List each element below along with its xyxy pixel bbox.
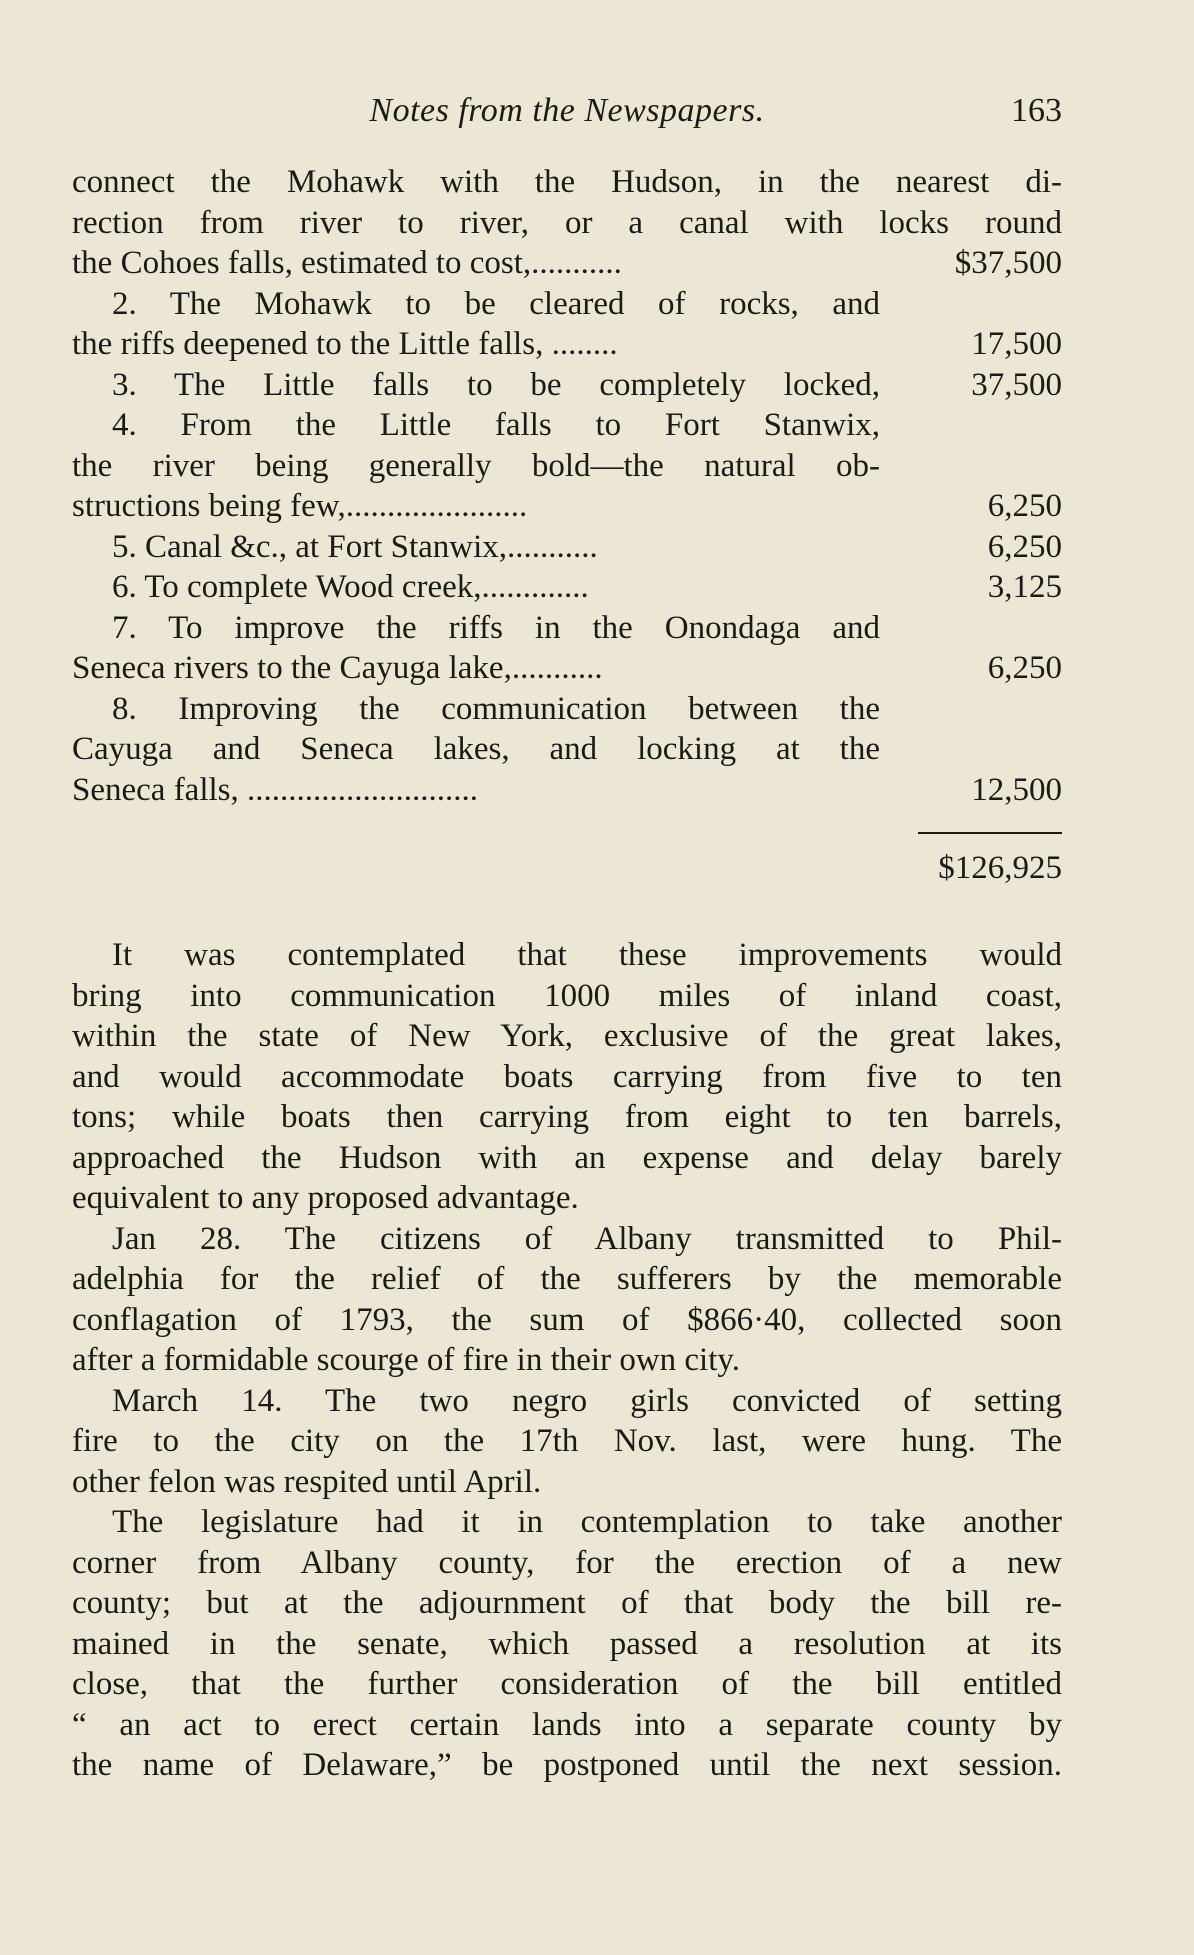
- text-line: the name of Delaware,” be postponed until the next session.: [72, 1747, 1062, 1783]
- estimate-total: $126,925: [938, 850, 1062, 886]
- estimate-row: [72, 608, 1062, 649]
- estimate-amount: [880, 284, 1062, 325]
- estimate-amount: [880, 729, 1062, 770]
- text-line: bring into communication 1000 miles of inland coast,: [72, 977, 1062, 1014]
- estimate-amount: 6,250: [987, 488, 1062, 524]
- estimate-text: the riffs deepened to the Little falls, ........: [72, 326, 618, 362]
- text-line: after a formidable scourge of fire in their own city.: [72, 1342, 740, 1378]
- intro-line: rection from river to river, or a canal with locks round: [72, 204, 1062, 241]
- running-header: [72, 92, 1062, 136]
- estimate-text: structions being few,......................: [72, 488, 528, 524]
- text-line: March 14. The two negro girls convicted of setting: [112, 1382, 1062, 1419]
- estimate-row: [72, 689, 1062, 730]
- text-line: close, that the further consideration of the bill entitled: [72, 1666, 1062, 1702]
- text-line: tons; while boats then carrying from eight to ten barrels,: [72, 1099, 1062, 1135]
- estimate-amount: [880, 446, 1062, 487]
- estimate-row: [72, 567, 1062, 608]
- estimate-row: [72, 243, 1062, 284]
- estimate-text: Cayuga and Seneca lakes, and locking at the: [72, 731, 880, 767]
- estimate-row: [72, 729, 1062, 770]
- estimate-amount: 17,500: [971, 326, 1062, 362]
- text-line: fire to the city on the 17th Nov. last, were hung. The: [72, 1423, 1062, 1459]
- running-title: Notes from the Newspapers.: [369, 92, 765, 129]
- estimate-row: [72, 284, 1062, 325]
- text-line: It was contemplated that these improvements would: [112, 937, 1062, 973]
- estimate-text: 7. To improve the riffs in the Onondaga and: [112, 609, 880, 646]
- paragraph-improvements: [72, 935, 1062, 1786]
- estimate-amount: 12,500: [971, 771, 1062, 808]
- estimate-amount: 3,125: [987, 569, 1062, 605]
- estimate-amount: [880, 608, 1062, 649]
- estimate-amount: [880, 689, 1062, 730]
- text-line: “ an act to erect certain lands into a separate county by: [72, 1706, 1062, 1743]
- estimate-text: 6. To complete Wood creek,.............: [112, 569, 589, 605]
- text-line: and would accommodate boats carrying from five to ten: [72, 1058, 1062, 1095]
- sum-rule: [918, 832, 1062, 834]
- estimate-row: [72, 446, 1062, 487]
- estimate-text: 2. The Mohawk to be cleared of rocks, and: [112, 285, 880, 322]
- estimate-amount: 37,500: [971, 366, 1062, 403]
- estimates-list: [72, 162, 1062, 810]
- estimate-amount: [880, 405, 1062, 446]
- text-line: equivalent to any proposed advantage.: [72, 1180, 579, 1216]
- estimate-amount: 6,250: [987, 650, 1062, 686]
- text-line: within the state of New York, exclusive of the great lakes,: [72, 1018, 1062, 1054]
- estimate-amount: 6,250: [987, 528, 1062, 565]
- estimate-row: [72, 405, 1062, 446]
- estimate-text: 4. From the Little falls to Fort Stanwix,: [112, 407, 880, 443]
- estimate-row: [72, 770, 1062, 811]
- text-line: other felon was respited until April.: [72, 1463, 542, 1500]
- estimate-text: 3. The Little falls to be completely locked,: [112, 366, 880, 403]
- estimate-row: [72, 527, 1062, 568]
- intro-line: connect the Mohawk with the Hudson, in the nearest di-: [72, 164, 1062, 200]
- estimate-row: [72, 365, 1062, 406]
- estimate-text: Seneca falls, ............................: [72, 771, 479, 808]
- text-line: Jan 28. The citizens of Albany transmitted to Phil-: [112, 1220, 1062, 1257]
- estimate-amount: $37,500: [954, 245, 1062, 281]
- text-line: adelphia for the relief of the sufferers by the memorable: [72, 1261, 1062, 1297]
- text-line: county; but at the adjournment of that body the bill re-: [72, 1585, 1062, 1621]
- text-line: approached the Hudson with an expense and delay barely: [72, 1139, 1062, 1176]
- page-number: 163: [1011, 92, 1062, 129]
- estimate-row: [72, 648, 1062, 689]
- estimate-text: the river being generally bold—the natural ob-: [72, 447, 880, 484]
- text-line: corner from Albany county, for the erection of a new: [72, 1544, 1062, 1581]
- estimate-text: the Cohoes falls, estimated to cost,...........: [72, 245, 622, 281]
- text-line: conflagation of 1793, the sum of $866·40, collected soon: [72, 1301, 1062, 1338]
- estimate-row: [72, 486, 1062, 527]
- estimate-row: [72, 324, 1062, 365]
- estimate-text: 5. Canal &c., at Fort Stanwix,...........: [112, 528, 598, 565]
- text-line: The legislature had it in contemplation to take another: [112, 1504, 1062, 1540]
- estimate-text: 8. Improving the communication between the: [112, 690, 880, 727]
- estimate-text: Seneca rivers to the Cayuga lake,...........: [72, 650, 603, 686]
- text-line: mained in the senate, which passed a resolution at its: [72, 1625, 1062, 1662]
